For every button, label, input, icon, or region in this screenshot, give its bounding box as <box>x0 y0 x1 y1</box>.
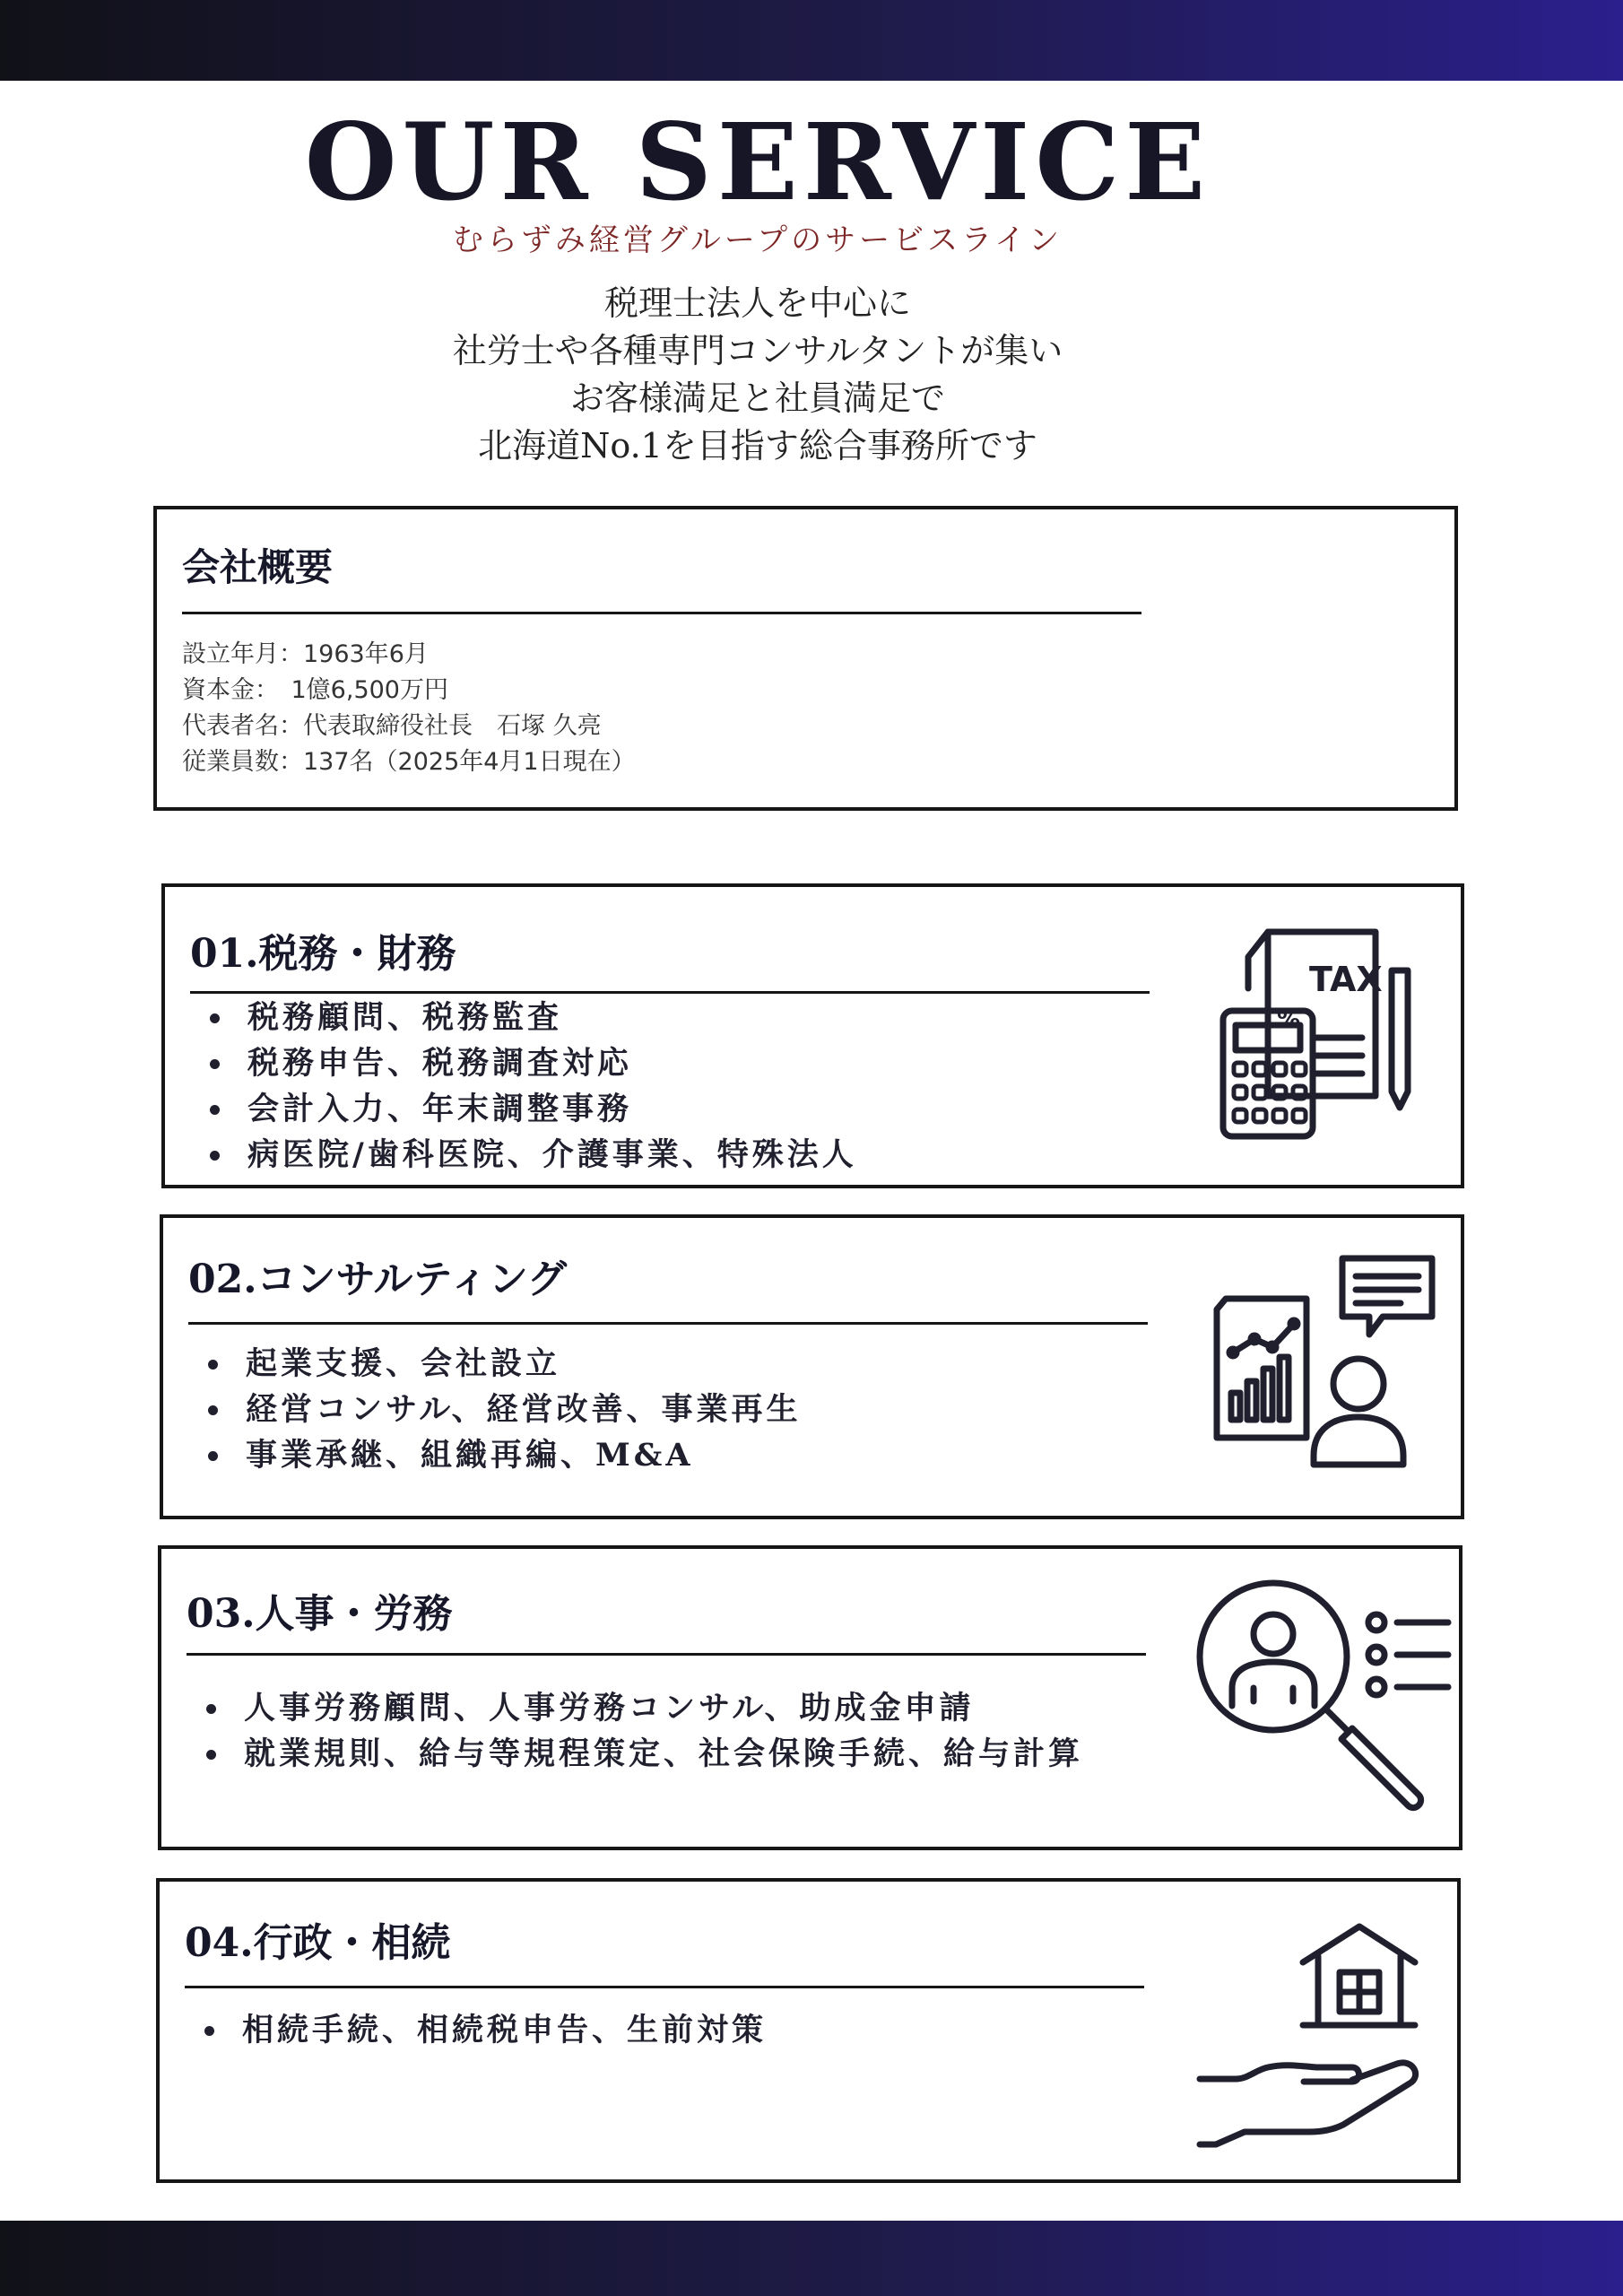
top-band <box>0 0 1623 81</box>
service-item: 経営コンサル、経営改善、事業再生 <box>208 1387 801 1432</box>
service-title: 03.人事・労務 <box>187 1591 453 1637</box>
service-item-list <box>204 2007 767 2053</box>
service-card-administrative-inheritance <box>156 1878 1461 2183</box>
heading-divider <box>188 1322 1148 1325</box>
person-search-icon <box>1193 1576 1453 1822</box>
service-item: 就業規則、給与等規程策定、社会保険手続、給与計算 <box>206 1731 1083 1777</box>
service-item-list <box>210 995 857 1178</box>
page-subtitle: むらずみ経営グループのサービスライン <box>452 222 1063 258</box>
intro-text <box>0 280 1515 470</box>
service-item: 起業支援、会社設立 <box>208 1341 801 1387</box>
service-item: 相続手続、相続税申告、生前対策 <box>204 2007 767 2053</box>
company-profile-row: 従業員数：137名（2025年4月1日現在） <box>182 748 636 776</box>
bottom-band <box>0 2221 1623 2296</box>
company-profile-row: 資本金： 1億6,500万円 <box>182 676 448 704</box>
house-hand-icon <box>1191 1922 1433 2151</box>
service-item: 税務顧問、税務監査 <box>210 995 857 1040</box>
intro-line: お客様満足と社員満足で <box>569 378 945 418</box>
company-profile-box <box>153 506 1458 811</box>
service-card-hr <box>158 1545 1462 1850</box>
intro-line: 税理士法人を中心に <box>603 283 911 323</box>
service-title: 01.税務・財務 <box>190 931 456 977</box>
company-profile-row: 設立年月：1963年6月 <box>182 640 429 668</box>
service-item-list <box>208 1341 801 1478</box>
tax-label: TAX <box>1309 960 1383 999</box>
consulting-chart-person-icon <box>1208 1254 1441 1483</box>
heading-divider <box>187 1653 1146 1656</box>
service-title: 04.行政・相続 <box>185 1920 451 1966</box>
service-item: 会計入力、年末調整事務 <box>210 1086 857 1132</box>
intro-line: 社労士や各種専門コンサルタントが集い <box>452 331 1063 370</box>
service-card-tax <box>161 883 1464 1188</box>
service-card-consulting <box>160 1214 1464 1519</box>
tax-calculator-icon <box>1214 921 1429 1150</box>
heading-divider <box>182 612 1141 614</box>
heading-divider <box>190 991 1150 994</box>
service-item: 税務申告、税務調査対応 <box>210 1040 857 1086</box>
company-profile-row: 代表者名：代表取締役社長 石塚 久亮 <box>182 712 602 740</box>
svg-text:%: % <box>1277 1006 1301 1033</box>
service-title: 02.コンサルティング <box>188 1257 567 1302</box>
service-item: 事業承継、組織再編、M&A <box>208 1432 801 1478</box>
service-item: 病医院/歯科医院、介護事業、特殊法人 <box>210 1132 857 1178</box>
page-title: OUR SERVICE <box>304 100 1211 224</box>
service-item-list <box>206 1685 1083 1777</box>
company-profile-heading: 会社概要 <box>182 545 334 589</box>
company-profile-list <box>182 637 636 780</box>
heading-divider <box>185 1986 1144 1988</box>
service-item: 人事労務顧問、人事労務コンサル、助成金申請 <box>206 1685 1083 1731</box>
intro-line: 北海道No.1を目指す総合事務所です <box>478 426 1037 465</box>
